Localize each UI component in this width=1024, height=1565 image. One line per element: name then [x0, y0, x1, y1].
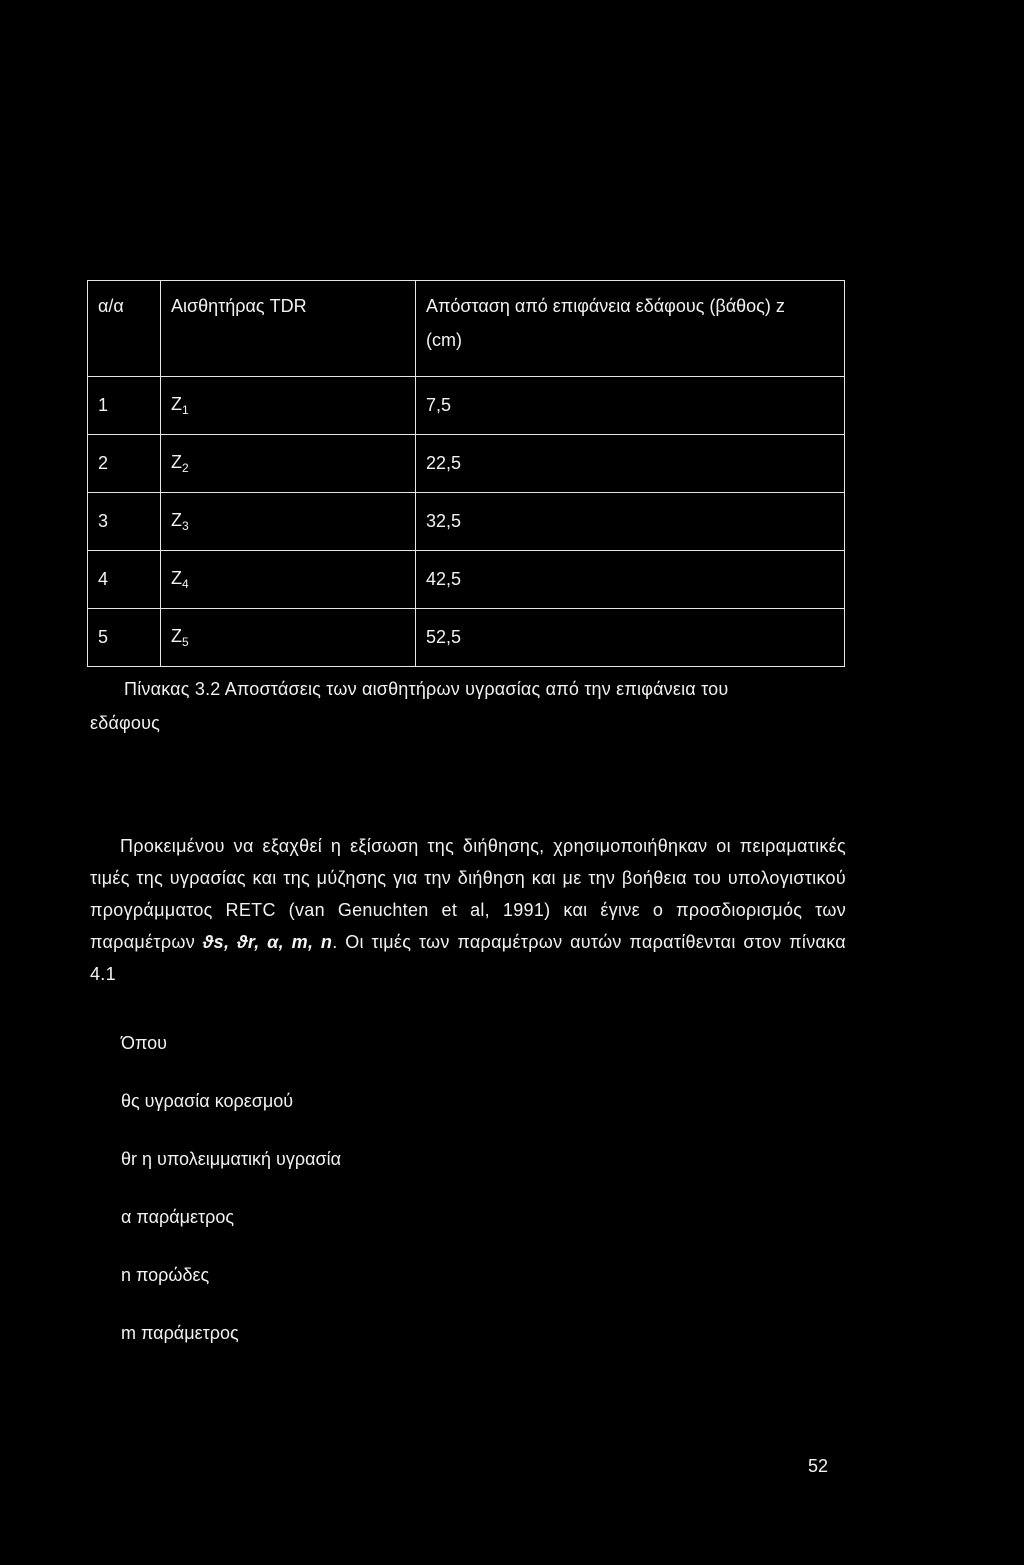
- row-sensor: [161, 551, 416, 609]
- paragraph-text-1: Προκειμένου να εξαχθεί η εξίσωση της διήθησης, χρησιμοποιήθηκαν οι πειραματικές τιμές της υγρασίας και της μύζησης για την διήθηση και με την βοήθεια του υπολογιστικού προγράμματος RETC (van Genuchten et al, 1991) και έγινε ο προσδιορισμός των παραμέτρων: [90, 836, 846, 952]
- sensor-subscript: 2: [182, 461, 189, 475]
- sensor-letter: Z: [171, 510, 182, 530]
- paragraph-text-2: . Οι τιμές των παραμέτρων αυτών παρατίθενται στον πίνακα 4.1: [90, 932, 846, 984]
- sensor-depth-table: [87, 280, 845, 667]
- sensor-letter: Z: [171, 452, 182, 472]
- row-depth: 7,5: [416, 377, 845, 435]
- table-row: [88, 435, 845, 493]
- table-row: [88, 377, 845, 435]
- sensor-letter: Z: [171, 394, 182, 414]
- definition-item: θr η υπολειμματική υγρασία: [121, 1149, 341, 1169]
- sensor-subscript: 5: [182, 635, 189, 649]
- caption-line-2: εδάφους: [90, 713, 161, 733]
- page-number: 52: [808, 1456, 829, 1476]
- definitions-title: Όπου: [121, 1033, 167, 1053]
- row-depth: 52,5: [416, 609, 845, 667]
- row-index: 4: [88, 551, 161, 609]
- header-depth-label: Απόσταση από επιφάνεια εδάφους (βάθος) z: [426, 296, 785, 316]
- row-sensor: [161, 493, 416, 551]
- row-index: 3: [88, 493, 161, 551]
- header-depth: [416, 281, 845, 377]
- row-index: 5: [88, 609, 161, 667]
- row-sensor: [161, 609, 416, 667]
- sensor-subscript: 1: [182, 403, 189, 417]
- definition-item: n πορώδες: [121, 1265, 210, 1285]
- row-sensor: [161, 377, 416, 435]
- definition-item: m παράμετρος: [121, 1323, 239, 1343]
- body-paragraph: [90, 830, 846, 990]
- sensor-letter: Z: [171, 568, 182, 588]
- definition-item: α παράμετρος: [121, 1207, 235, 1227]
- table-row: [88, 609, 845, 667]
- header-depth-unit: (cm): [426, 330, 462, 350]
- definitions-list: [121, 1028, 341, 1376]
- row-depth: 42,5: [416, 551, 845, 609]
- header-index: α/α: [88, 281, 161, 377]
- table-header-row: [88, 281, 845, 377]
- table-row: [88, 551, 845, 609]
- row-depth: 22,5: [416, 435, 845, 493]
- caption-line-1: Πίνακας 3.2 Αποστάσεις των αισθητήρων υγρασίας από την επιφάνεια του: [124, 679, 729, 699]
- sensor-subscript: 4: [182, 577, 189, 591]
- row-index: 1: [88, 377, 161, 435]
- parameter-symbols: ϑs, ϑr, α, m, n: [202, 932, 333, 952]
- row-depth: 32,5: [416, 493, 845, 551]
- sensor-subscript: 3: [182, 519, 189, 533]
- definition-item: θς υγρασία κορεσμού: [121, 1091, 294, 1111]
- row-index: 2: [88, 435, 161, 493]
- header-sensor: Αισθητήρας TDR: [161, 281, 416, 377]
- sensor-letter: Z: [171, 626, 182, 646]
- table-row: [88, 493, 845, 551]
- table-caption: [90, 672, 850, 740]
- row-sensor: [161, 435, 416, 493]
